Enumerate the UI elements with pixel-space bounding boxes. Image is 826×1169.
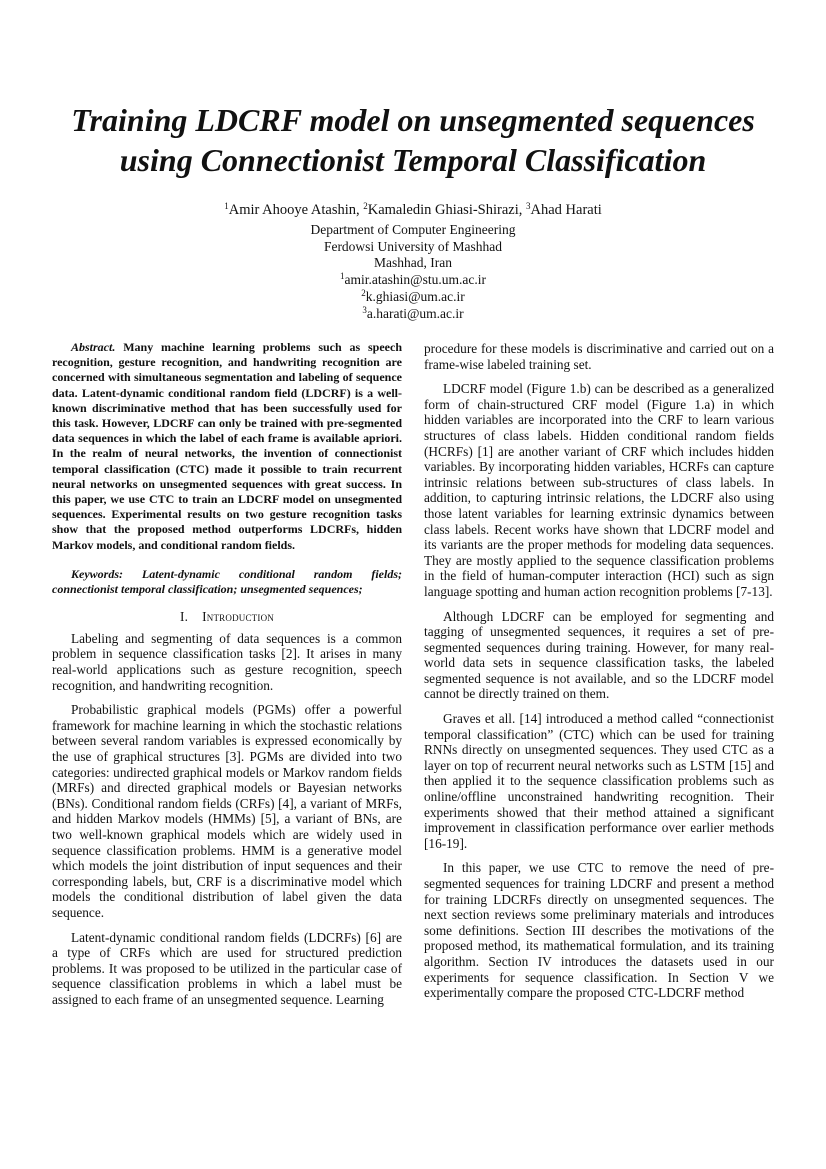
intro-paragraph-2: Probabilistic graphical models (PGMs) offer a powerful framework for machine learning in which the stochastic relations between several random variables is expressed economically by the use of graphical structures [3]. PGMs are divided into two categories: undirected graphical models or Markov random fields (MRFs) and directed graphical models or Bayesian networks (BNs). Conditional random fields (CRFs) [4], a variant of MRFs, and hidden Markov models (HMMs) [5], a variant of BNs, are two well-known graphical models which are widely used in sequence classification problems. HMM is a generative model which models the joint distribution of input sequences and their corresponding labels, but, CRF is a discriminative model which models the conditional distribution of label given the data sequence.	[52, 702, 402, 920]
keywords-text: Latent-dynamic conditional random fields; connectionist temporal classification; unsegmented sequences;	[52, 566, 402, 597]
left-column	[52, 340, 402, 1017]
keywords	[52, 567, 402, 597]
title-line-2: using Connectionist Temporal Classification	[119, 142, 707, 178]
affiliation-block	[0, 222, 826, 322]
affiliation-university: Ferdowsi University of Mashhad	[323, 238, 503, 254]
author-2-name: Kamaledin Ghiasi-Shirazi,	[367, 202, 526, 218]
title-line-1: Training LDCRF model on unsegmented sequences	[71, 102, 755, 138]
section-number: I.	[180, 609, 189, 625]
email-2[interactable]	[0, 289, 826, 306]
right-column	[424, 341, 774, 1010]
intro-paragraph-7: In this paper, we use CTC to remove the need of pre-segmented sequences for training LDCRF and present a method for training LDCRFs directly on unsegmented sequences. The next section reviews some preliminary materials and introduces some definitions. Section III describes the motivations of the proposed method, its mathematical formulation, and its training algorithm. Section IV introduces the datasets used in our experiments for sequence classification. In Section V we experimentally compare the proposed CTC-LDCRF method	[424, 860, 774, 1001]
page-title	[30, 100, 796, 180]
section-heading-introduction	[52, 609, 402, 625]
email-3-address[interactable]: a.harati@um.ac.ir	[366, 305, 464, 321]
abstract-label: Abstract.	[71, 340, 116, 354]
abstract	[52, 340, 402, 553]
author-1-name: Amir Ahooye Atashin,	[228, 202, 364, 218]
intro-paragraph-1: Labeling and segmenting of data sequences is a common problem in sequence classification tasks [2]. It arises in many real-world applications such as gesture recognition, speech recognition, and handwriting recognition.	[52, 630, 402, 693]
intro-paragraph-3-continued: procedure for these models is discriminative and carried out on a frame-wise labeled training set.	[424, 341, 774, 372]
email-2-address[interactable]: k.ghiasi@um.ac.ir	[365, 288, 465, 304]
author-1-sup: 1	[224, 201, 229, 211]
intro-paragraph-4: LDCRF model (Figure 1.b) can be described as a generalized form of chain-structured CRF model (Figure 1.a) in which hidden variables are incorporated into the CRF to learn various structures of class labels. Hidden conditional random fields (HCRFs) [1] are another variant of CRF which includes hidden variables. By incorporating hidden variables, HCRFs can capture intrinsic relations between sub-structures of class labels. In addition, to capturing intrinsic relations, the LDCRF also using those latent variables for learning extrinsic dynamics between class labels. Recent works have shown that LDCRF model and its variants are the proper methods for modeling data sequences. They are mostly applied to the sequence classification problems in the field of human-computer interaction (HCI) such as sign language spotting and human action recognition problems [7-13].	[424, 381, 774, 599]
email-3[interactable]	[0, 306, 826, 323]
author-3-sup: 3	[526, 201, 531, 211]
intro-paragraph-5: Although LDCRF can be employed for segmenting and tagging of unsegmented sequences, it requires a set of pre-segmented sequences during training. However, for many real-world data sets in sequence classification tasks, the labeled segmented sequence is not available, and so the LDCRF model cannot be directly trained on them.	[424, 608, 774, 702]
affiliation-city: Mashhad, Iran	[374, 255, 452, 271]
author-3-name: Ahad Harati	[530, 202, 602, 218]
intro-paragraph-6: Graves et all. [14] introduced a method called “connectionist temporal classification” (CTC) which can be used for training RNNs directly on unsegmented sequences. They used CTC as a layer on top of recurrent neural networks such as LSTM [15] and then applied it to the sequence classification problems such as online/offline unconstrained handwriting recognition. Their experiments showed that their method attained a significant improvement in classification performance over earlier methods [16-19].	[424, 711, 774, 851]
intro-paragraph-3: Latent-dynamic conditional random fields (LDCRFs) [6] are a type of CRFs which are used for structured prediction problems. It was proposed to be utilized in the particular case of sequence classification problems in which a label must be assigned to each frame of an unsegmented sequence. Learning	[52, 929, 402, 1007]
email-1[interactable]	[0, 272, 826, 289]
section-title: Introduction	[202, 609, 274, 625]
author-2-sup: 2	[363, 201, 368, 211]
email-1-sup: 1	[340, 271, 345, 282]
author-list	[0, 201, 826, 219]
abstract-text: Many machine learning problems such as speech recognition, gesture recognition, and handwriting recognition are concerned with simultaneous segmentation and labeling of sequence data. Latent-dynamic conditional random field (LDCRF) is a well-known discriminative method that has been successfully used for this task. However, LDCRF can only be trained with pre-segmented data sequences in which the label of each frame is available apriori. In the realm of neural networks, the invention of connectionist temporal classification (CTC) made it possible to train recurrent neural networks on unsegmented sequences with great success. In this paper, we use CTC to train an LDCRF model on unsegmented sequences. Experimental results on two gesture recognition tasks show that the proposed method outperforms LDCRFs, hidden Markov models, and conditional random fields.	[52, 340, 403, 552]
affiliation-department: Department of Computer Engineering	[310, 222, 516, 237]
email-1-address[interactable]: amir.atashin@stu.um.ac.ir	[344, 272, 486, 288]
email-2-sup: 2	[361, 287, 366, 298]
keywords-label: Keywords:	[71, 566, 123, 581]
email-3-sup: 3	[362, 304, 367, 315]
